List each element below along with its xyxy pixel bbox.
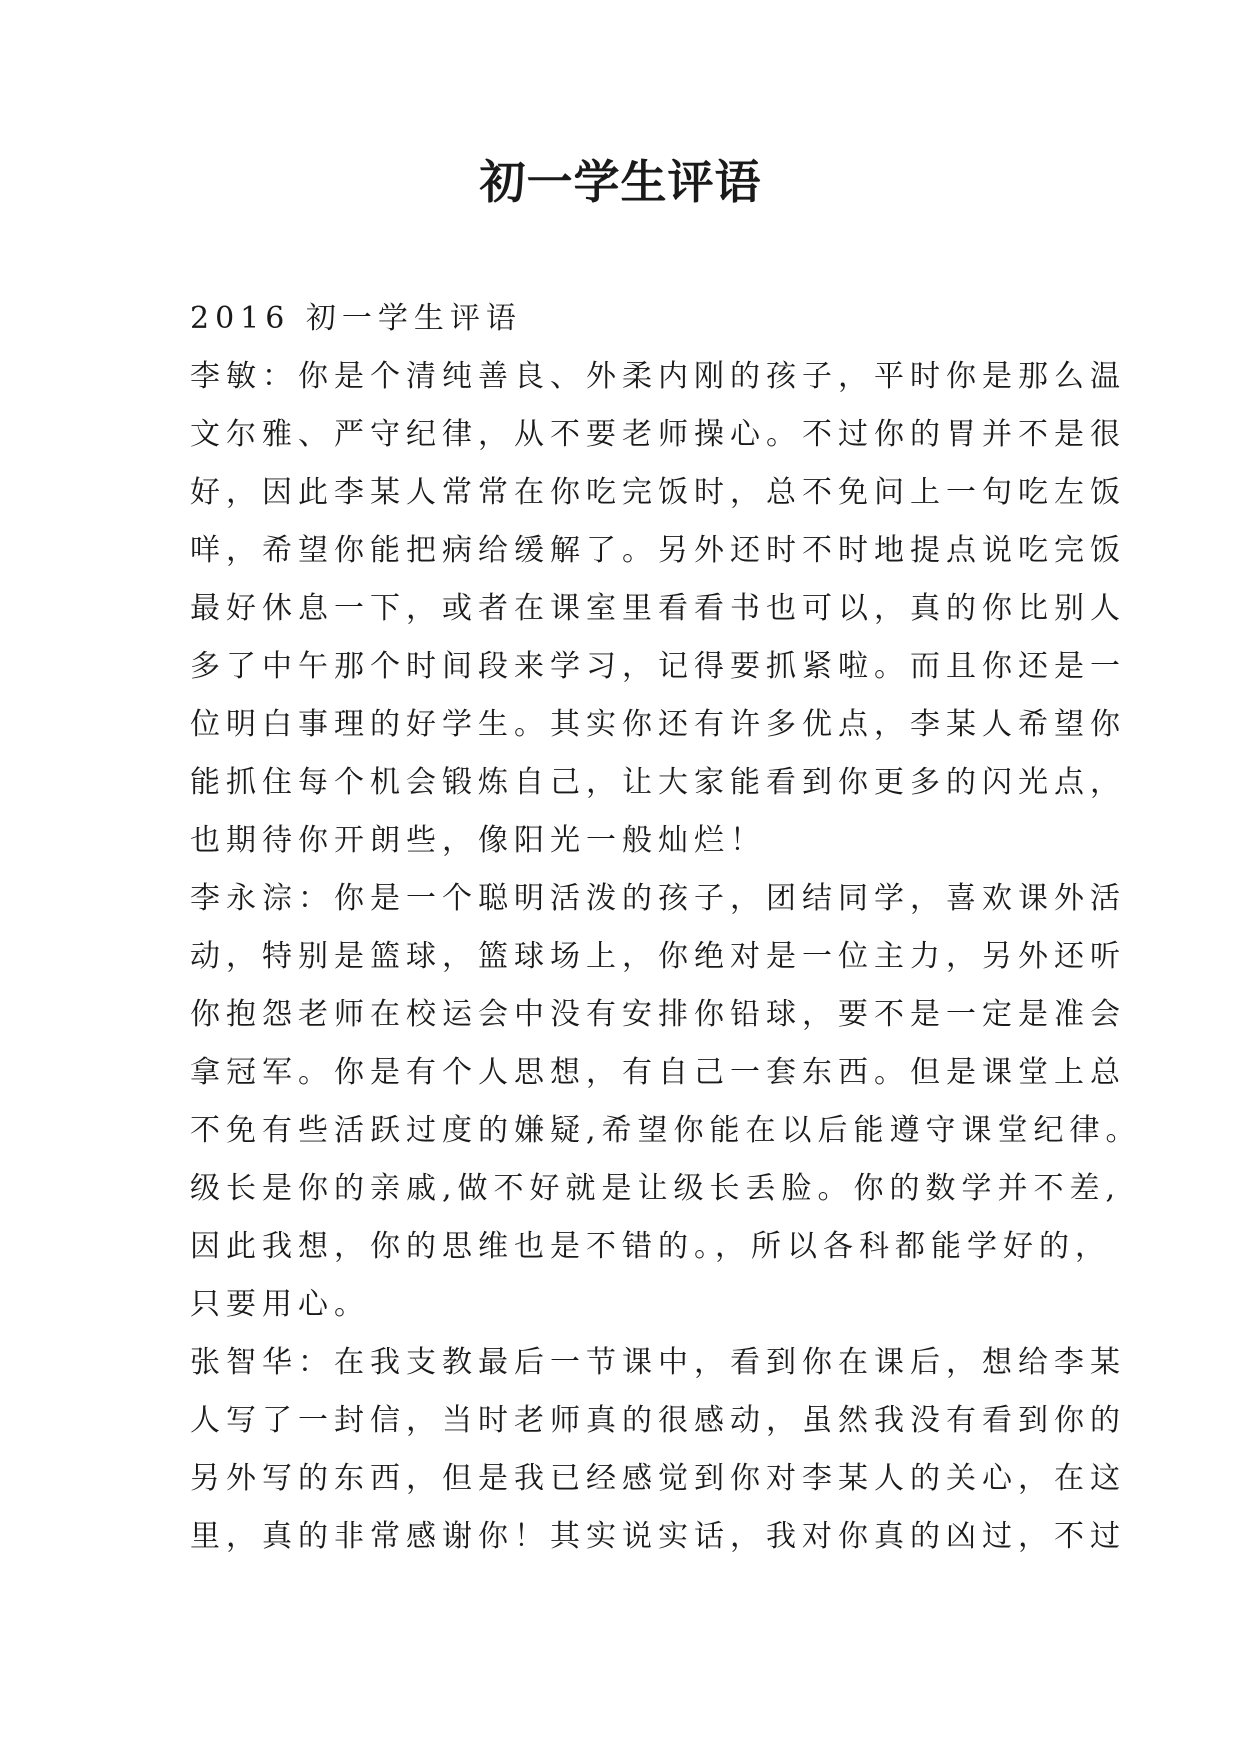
text-line: 另外写的东西，但是我已经感觉到你对李某人的关心，在这 xyxy=(190,1461,1126,1496)
text-line: 里，真的非常感谢你！其实说实话，我对你真的凶过，不过 xyxy=(190,1519,1126,1554)
text-line: 张智华：在我支教最后一节课中，看到你在课后，想给李某 xyxy=(190,1345,1126,1380)
text-line: 能抓住每个机会锻炼自己，让大家能看到你更多的闪光点， xyxy=(190,765,1126,800)
text-line: 人写了一封信，当时老师真的很感动，虽然我没有看到你的 xyxy=(190,1403,1126,1438)
text-line: 你抱怨老师在校运会中没有安排你铅球，要不是一定是准会 xyxy=(190,997,1126,1032)
text-line: 级长是你的亲戚,做不好就是让级长丢脸。你的数学并不差, xyxy=(190,1171,1122,1206)
text-line: 也期待你开朗些，像阳光一般灿烂！ xyxy=(190,823,766,858)
text-line: 好，因此李某人常常在你吃完饭时，总不免问上一句吃左饭 xyxy=(190,475,1126,510)
text-line: 最好休息一下，或者在课室里看看书也可以，真的你比别人 xyxy=(190,591,1126,626)
text-line: 2016 初一学生评语 xyxy=(190,301,522,336)
text-line: 咩，希望你能把病给缓解了。另外还时不时地提点说吃完饭 xyxy=(190,533,1126,568)
text-line: 李敏：你是个清纯善良、外柔内刚的孩子，平时你是那么温 xyxy=(190,359,1126,394)
text-line: 文尔雅、严守纪律，从不要老师操心。不过你的胃并不是很 xyxy=(190,417,1126,452)
text-line: 只要用心。 xyxy=(190,1287,370,1322)
document-title: 初一学生评语 xyxy=(479,155,762,209)
text-line: 不免有些活跃过度的嫌疑,希望你能在以后能遵守课堂纪律。 xyxy=(190,1113,1142,1148)
text-line: 李永淙：你是一个聪明活泼的孩子，团结同学，喜欢课外活 xyxy=(190,881,1126,916)
text-line: 动，特别是篮球，篮球场上，你绝对是一位主力，另外还听 xyxy=(190,939,1126,974)
text-line: 因此我想，你的思维也是不错的。，所以各科都能学好的， xyxy=(190,1229,1111,1264)
text-line: 拿冠军。你是有个人思想，有自己一套东西。但是课堂上总 xyxy=(190,1055,1126,1090)
text-line: 位明白事理的好学生。其实你还有许多优点，李某人希望你 xyxy=(190,707,1126,742)
text-line: 多了中午那个时间段来学习，记得要抓紧啦。而且你还是一 xyxy=(190,649,1126,684)
document-body xyxy=(190,290,1142,1566)
